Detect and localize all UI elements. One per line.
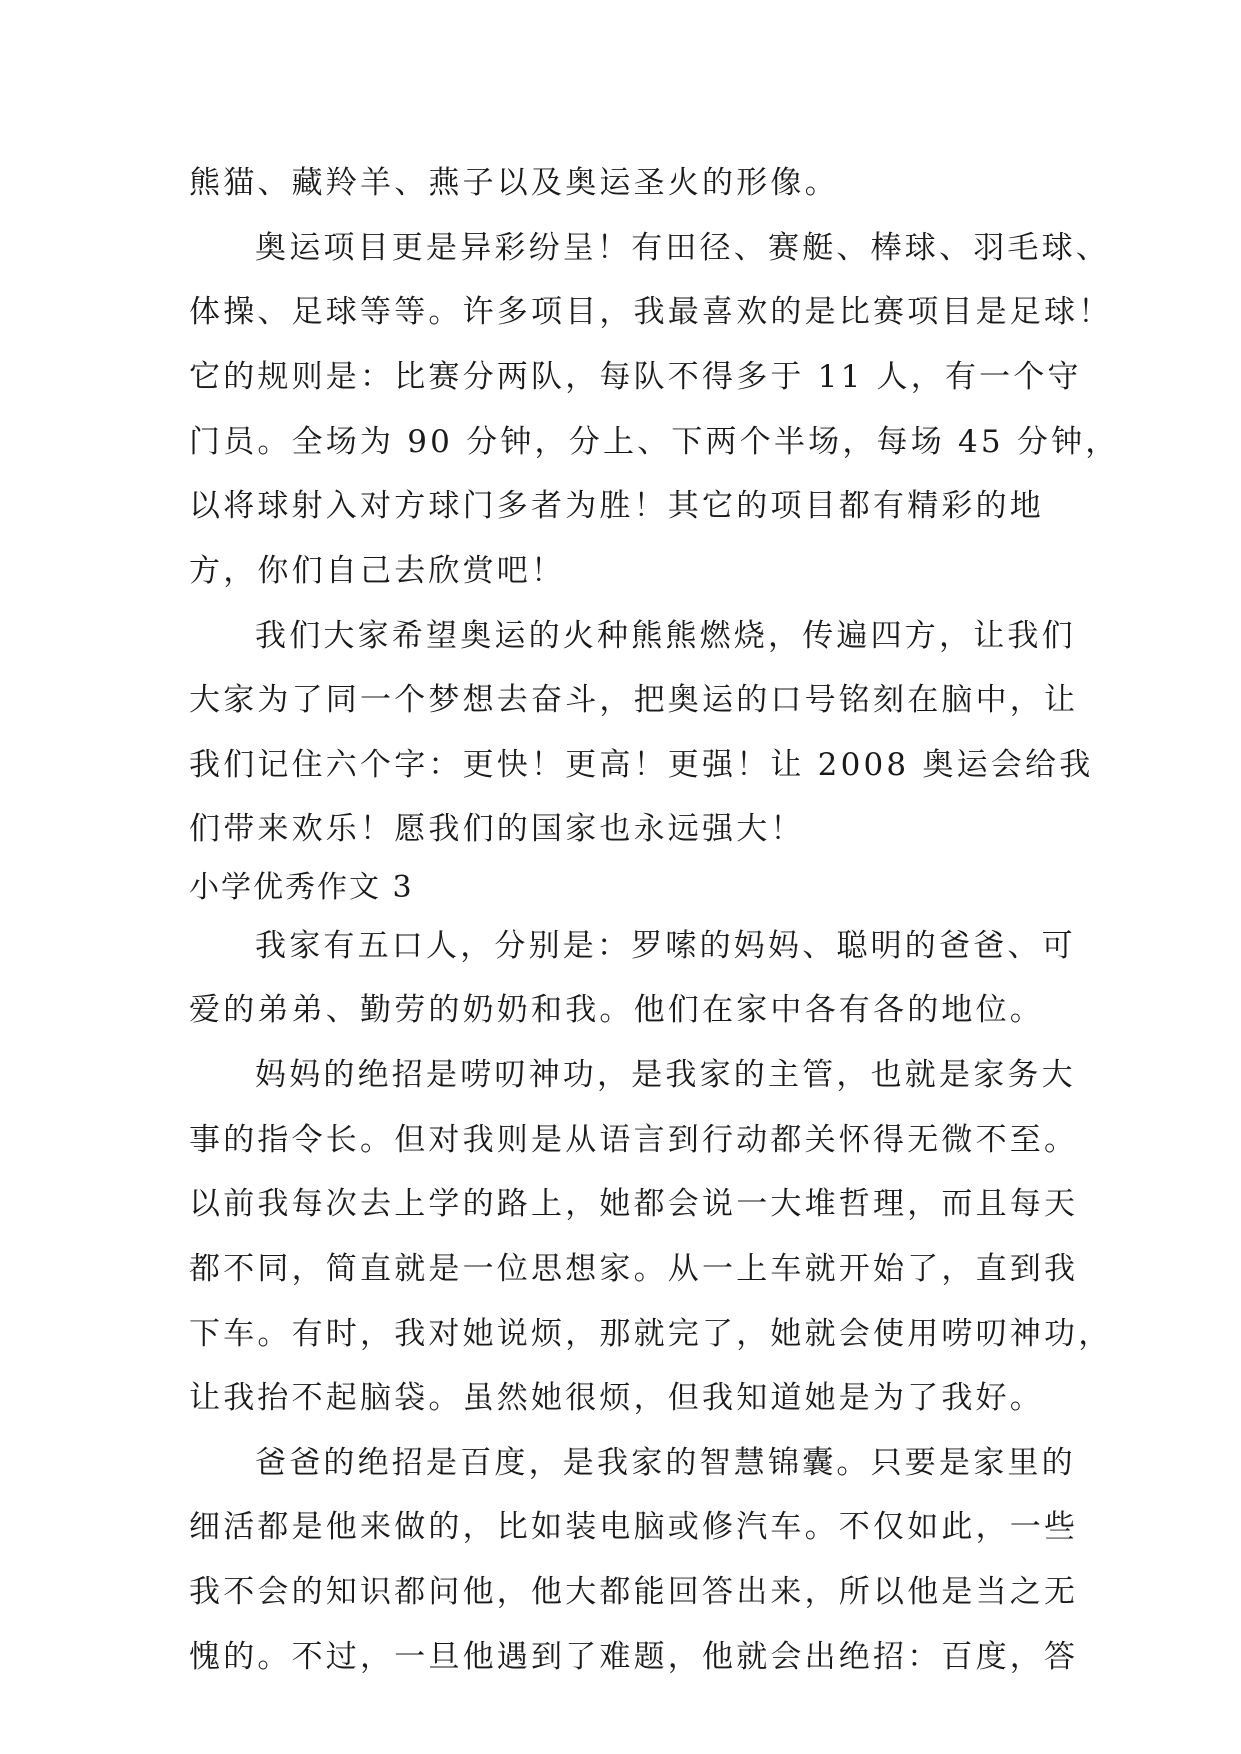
- text-line: 爱的弟弟、勤劳的奶奶和我。他们在家中各有各的地位。: [189, 992, 1044, 1028]
- text-line: 下车。有时，我对她说烦，那就完了，她就会使用唠叨神功，: [189, 1316, 1113, 1352]
- text-line: 们带来欢乐！愿我们的国家也永远强大！: [189, 811, 805, 847]
- text-line: 熊猫、藏羚羊、燕子以及奥运圣火的形像。: [189, 165, 839, 201]
- text-line: 事的指令长。但对我则是从语言到行动都关怀得无微不至。: [189, 1122, 1079, 1158]
- text-line: 体操、足球等等。许多项目，我最喜欢的是比赛项目是足球！: [189, 294, 1113, 330]
- text-line: 都不同，简直就是一位思想家。从一上车就开始了，直到我: [189, 1251, 1079, 1287]
- text-line: 方，你们自己去欣赏吧！: [189, 553, 566, 589]
- text-line: 我们记住六个字：更快！更高！更强！让 2008 奥运会给我: [189, 747, 1094, 783]
- text-line: 让我抬不起脑袋。虽然她很烦，但我知道她是为了我好。: [189, 1380, 1044, 1416]
- section-heading: 小学优秀作文 3: [189, 870, 414, 905]
- text-line: 我不会的知识都问他，他大都能回答出来，所以他是当之无: [189, 1574, 1079, 1610]
- text-line: 愧的。不过，一旦他遇到了难题，他就会出绝招：百度，答: [189, 1639, 1079, 1675]
- text-line: 大家为了同一个梦想去奋斗，把奥运的口号铭刻在脑中，让: [189, 682, 1079, 718]
- paragraph-first-line: 我家有五口人，分别是：罗嗦的妈妈、聪明的爸爸、可: [255, 928, 1076, 964]
- paragraph-first-line: 我们大家希望奥运的火种熊熊燃烧，传遍四方，让我们: [255, 618, 1076, 654]
- text-line: 它的规则是：比赛分两队，每队不得多于 11 人，有一个守: [189, 359, 1082, 395]
- text-line: 细活都是他来做的，比如装电脑或修汽车。不仅如此，一些: [189, 1509, 1079, 1545]
- paragraph-first-line: 奥运项目更是异彩纷呈！有田径、赛艇、棒球、羽毛球、: [255, 230, 1110, 266]
- paragraph-first-line: 爸爸的绝招是百度，是我家的智慧锦囊。只要是家里的: [255, 1445, 1076, 1481]
- text-line: 以前我每次去上学的路上，她都会说一大堆哲理，而且每天: [189, 1186, 1079, 1222]
- text-line: 以将球射入对方球门多者为胜！其它的项目都有精彩的地: [189, 488, 1044, 524]
- paragraph-first-line: 妈妈的绝招是唠叨神功，是我家的主管，也就是家务大: [255, 1057, 1076, 1093]
- text-line: 门员。全场为 90 分钟，分上、下两个半场，每场 45 分钟，: [189, 424, 1120, 460]
